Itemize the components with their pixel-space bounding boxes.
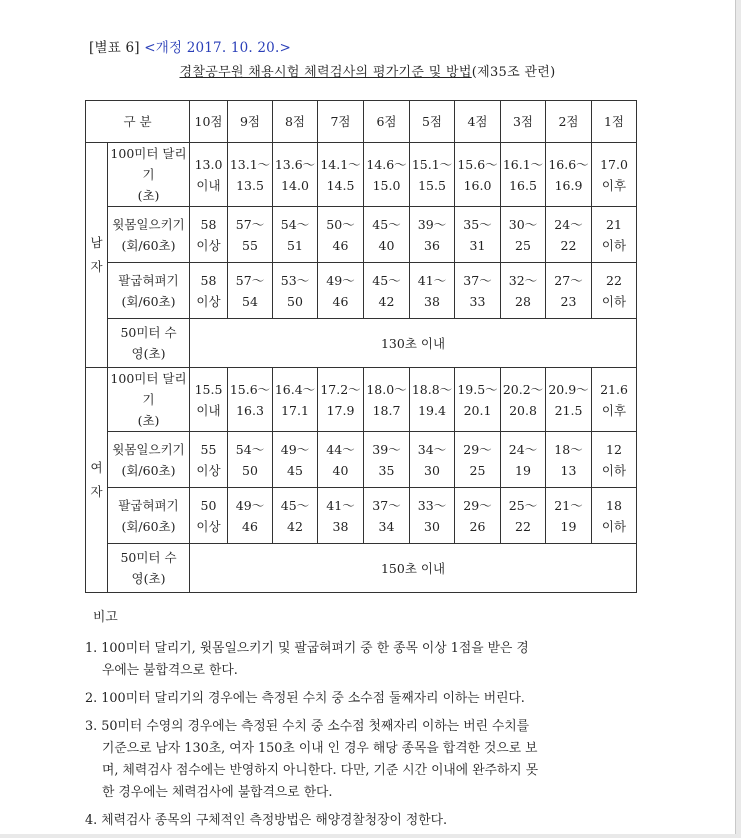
score-range-cell (228, 263, 273, 319)
score-range-cell (364, 488, 410, 544)
score-range-cell (501, 488, 546, 544)
score-range-line: 19 (515, 462, 531, 478)
event-name-cell (108, 319, 190, 368)
score-header: 6점 (364, 101, 410, 143)
score-range-line: 50 (242, 462, 258, 478)
score-header: 8점 (273, 101, 318, 143)
score-range-line: 31 (469, 237, 486, 253)
score-range-line: 54～ (280, 216, 310, 232)
score-range-line: 18 (606, 497, 622, 513)
score-range-line: 45～ (372, 272, 401, 288)
score-range-line: 16.5 (509, 177, 537, 193)
table-row (86, 143, 637, 207)
score-range-line: 55 (242, 237, 258, 253)
event-name-cell (108, 263, 190, 319)
score-range-line: 이상 (196, 518, 221, 534)
score-range-line: 25 (469, 462, 486, 478)
title-reference: (제35조 관련) (471, 65, 556, 80)
score-range-line: 57～ (235, 216, 265, 232)
score-range-line: 21.5 (554, 402, 583, 418)
score-range-line: 15.6～ (457, 156, 498, 172)
note-line: 며, 체력검사 점수에는 반영하지 아니한다. 다만, 기준 시간 이내에 완주하지 못 (102, 763, 539, 778)
score-range-line: 이상 (196, 237, 221, 253)
score-header: 5점 (410, 101, 455, 143)
score-range-line: 16.9 (554, 177, 583, 193)
score-range-cell (318, 368, 364, 432)
event-name-cell (108, 488, 190, 544)
score-range-line: 40 (378, 237, 395, 253)
score-range-line: 50 (287, 293, 303, 309)
score-range-line: 14.6～ (366, 156, 407, 172)
note-line: 3. 50미터 수영의 경우에는 측정된 수치 중 소수점 첫째자리 이하는 버린 수치를 (85, 719, 530, 734)
score-range-line: 17.2～ (320, 381, 361, 397)
revision-link[interactable]: <개정 2017. 10. 20.> (144, 40, 291, 56)
score-range-line: 이하 (601, 518, 627, 534)
swim-criterion: 150초 이내 (190, 544, 637, 593)
score-range-cell (190, 263, 228, 319)
score-range-line: 49～ (235, 497, 265, 513)
score-range-line: 17.0 (600, 156, 628, 172)
score-range-line: 13 (560, 462, 577, 478)
score-range-line: 13.6～ (274, 156, 316, 172)
score-range-cell (592, 263, 637, 319)
score-range-line: 54～ (235, 441, 265, 457)
score-range-line: 15.1～ (411, 156, 453, 172)
score-range-line: 15.0 (372, 177, 401, 193)
event-name-line: (회/60초) (121, 518, 176, 534)
score-range-line: 19.5～ (457, 381, 498, 397)
score-range-cell (190, 488, 228, 544)
event-name-line: 50미터 수 (120, 550, 177, 565)
score-range-line: 30 (424, 462, 440, 478)
score-range-line: 이하 (601, 462, 627, 478)
score-range-cell (410, 368, 455, 432)
score-range-line: 40 (332, 462, 349, 478)
score-range-line: 29～ (463, 497, 492, 513)
score-range-line: 20.9～ (548, 381, 589, 397)
event-name-line: 기 (142, 392, 155, 407)
table-row (86, 368, 637, 432)
score-range-line: 16.1～ (502, 156, 544, 172)
event-name-cell (108, 368, 190, 432)
score-range-cell (501, 432, 546, 488)
score-range-line: 58 (200, 272, 217, 288)
score-range-cell (546, 143, 592, 207)
score-range-cell (410, 488, 455, 544)
gender-label: 자 (90, 484, 103, 499)
score-range-cell (501, 263, 546, 319)
score-range-line: 21～ (554, 497, 583, 513)
score-range-line: 16.6～ (548, 156, 589, 172)
score-range-line: 53～ (280, 272, 310, 288)
score-range-line: 22 (560, 237, 577, 253)
gender-cell (86, 368, 108, 593)
score-range-cell (546, 263, 592, 319)
score-range-line: 이내 (196, 177, 221, 193)
score-range-cell (501, 207, 546, 263)
score-range-cell (410, 143, 455, 207)
score-range-line: 21.6 (600, 381, 628, 397)
score-range-cell (592, 368, 637, 432)
score-range-line: 42 (378, 293, 395, 309)
score-range-line: 17.9 (326, 402, 355, 418)
note-line: 한 경우에는 체력검사에 불합격으로 한다. (102, 785, 333, 800)
score-range-line: 18.8～ (411, 381, 453, 397)
event-name-cell (108, 143, 190, 207)
score-range-line: 20.2～ (502, 381, 544, 397)
event-name-line: (회/60초) (121, 293, 176, 309)
score-range-line: 25～ (508, 497, 538, 513)
score-header: 1점 (592, 101, 637, 143)
score-range-line: 19.4 (418, 402, 446, 418)
score-range-line: 18.0～ (366, 381, 407, 397)
score-range-line: 13.5 (236, 177, 264, 193)
note-item (85, 810, 640, 832)
score-header: 3점 (501, 101, 546, 143)
score-range-cell (501, 143, 546, 207)
score-header: 7점 (318, 101, 364, 143)
score-range-line: 51 (287, 237, 303, 253)
score-range-line: 16.4～ (274, 381, 316, 397)
score-range-line: 41～ (326, 497, 355, 513)
swim-criterion: 130초 이내 (190, 319, 637, 368)
score-range-line: 14.5 (326, 177, 355, 193)
score-range-line: 24～ (554, 216, 583, 232)
score-range-line: 33～ (417, 497, 447, 513)
score-header: 4점 (455, 101, 501, 143)
event-name-line: (초) (137, 413, 160, 428)
score-range-line: 15.6～ (229, 381, 271, 397)
fitness-criteria-table (85, 100, 637, 593)
annex-header (89, 36, 291, 56)
score-range-line: 45～ (372, 216, 401, 232)
score-range-line: 50～ (326, 216, 355, 232)
score-range-line: 20.8 (509, 402, 537, 418)
score-range-line: 21 (606, 216, 622, 232)
note-line: 4. 체력검사 종목의 구체적인 측정방법은 해양경찰청장이 정한다. (85, 813, 448, 828)
score-range-line: 이내 (196, 402, 221, 418)
score-range-cell (455, 368, 501, 432)
score-range-line: 30 (424, 518, 440, 534)
score-range-line: 37～ (463, 272, 492, 288)
event-name-line: 100미터 달리 (110, 371, 187, 386)
score-range-cell (455, 263, 501, 319)
corner-header: 구 분 (86, 101, 190, 143)
score-range-line: 46 (332, 293, 349, 309)
score-range-line: 12 (606, 441, 622, 457)
score-range-line: 46 (332, 237, 349, 253)
note-item (85, 638, 640, 682)
score-range-line: 32～ (508, 272, 538, 288)
score-range-line: 27～ (554, 272, 583, 288)
score-range-line: 13.1～ (229, 156, 271, 172)
score-range-cell (410, 207, 455, 263)
score-range-line: 35～ (463, 216, 492, 232)
score-range-cell (318, 207, 364, 263)
score-range-cell (546, 488, 592, 544)
note-line: 1. 100미터 달리기, 윗몸일으키기 및 팔굽혀펴기 중 한 종목 이상 1점을 받은 경 (85, 641, 529, 656)
event-name-line: 윗몸일으키기 (112, 441, 185, 457)
score-range-cell (318, 263, 364, 319)
score-range-line: 이상 (196, 293, 221, 309)
score-range-line: 33 (469, 293, 486, 309)
score-range-line: 44～ (326, 441, 355, 457)
event-name-line: 팔굽혀펴기 (118, 497, 179, 513)
score-range-cell (228, 207, 273, 263)
score-range-cell (592, 143, 637, 207)
score-range-cell (190, 207, 228, 263)
document-title (0, 61, 735, 80)
score-range-line: 28 (515, 293, 531, 309)
score-range-cell (228, 432, 273, 488)
note-line: 우에는 불합격으로 한다. (102, 663, 238, 678)
score-range-cell (501, 368, 546, 432)
table-row (86, 207, 637, 263)
gender-label: 남 (90, 235, 103, 250)
score-range-line: 39～ (417, 216, 447, 232)
table-row (86, 263, 637, 319)
score-range-cell (228, 488, 273, 544)
score-range-line: 29～ (463, 441, 492, 457)
score-range-cell (364, 432, 410, 488)
score-range-cell (273, 207, 318, 263)
score-range-cell (455, 432, 501, 488)
score-range-line: 49～ (280, 441, 310, 457)
score-range-cell (273, 263, 318, 319)
score-range-cell (273, 432, 318, 488)
event-name-line: 윗몸일으키기 (112, 216, 185, 232)
score-range-cell (318, 143, 364, 207)
score-range-line: 22 (515, 518, 531, 534)
note-item (85, 716, 640, 804)
score-range-cell (190, 143, 228, 207)
score-range-line: 38 (424, 293, 440, 309)
score-range-cell (455, 207, 501, 263)
gender-label: 자 (90, 259, 103, 274)
annex-label: [별표 6] (89, 40, 140, 56)
gender-label: 여 (90, 460, 103, 475)
score-header: 10점 (190, 101, 228, 143)
score-header: 9점 (228, 101, 273, 143)
score-range-line: 15.5 (194, 381, 223, 397)
score-range-line: 41～ (417, 272, 447, 288)
score-range-cell (364, 143, 410, 207)
score-range-line: 이후 (601, 402, 627, 418)
score-range-line: 이하 (601, 293, 627, 309)
event-name-line: 100미터 달리 (110, 146, 187, 161)
score-range-line: 49～ (326, 272, 355, 288)
score-range-line: 15.5 (418, 177, 446, 193)
score-range-line: 19 (560, 518, 577, 534)
event-name-cell (108, 432, 190, 488)
score-header: 2점 (546, 101, 592, 143)
event-name-line: 50미터 수 (120, 325, 177, 340)
swim-row (86, 319, 637, 368)
score-range-line: 16.3 (236, 402, 264, 418)
score-range-line: 35 (378, 462, 395, 478)
score-range-line: 18.7 (372, 402, 401, 418)
score-range-cell (318, 488, 364, 544)
score-range-line: 54 (242, 293, 258, 309)
score-range-cell (410, 432, 455, 488)
score-range-line: 58 (200, 216, 217, 232)
score-range-line: 14.1～ (320, 156, 361, 172)
score-range-cell (592, 207, 637, 263)
score-range-line: 50 (200, 497, 217, 513)
score-range-cell (273, 368, 318, 432)
event-name-line: 영(초) (131, 571, 166, 586)
score-range-line: 34 (378, 518, 395, 534)
score-range-cell (592, 432, 637, 488)
note-line: 2. 100미터 달리기의 경우에는 측정된 수치 중 소수점 둘째자리 이하는 버린다. (85, 691, 525, 706)
score-range-cell (410, 263, 455, 319)
event-name-line: 영(초) (131, 346, 166, 361)
score-range-cell (228, 143, 273, 207)
score-range-cell (546, 432, 592, 488)
score-range-line: 46 (242, 518, 258, 534)
score-range-line: 39～ (372, 441, 401, 457)
table-row (86, 432, 637, 488)
score-range-line: 이상 (196, 462, 221, 478)
score-range-line: 이후 (601, 177, 627, 193)
score-range-line: 14.0 (281, 177, 309, 193)
score-range-line: 22 (606, 272, 622, 288)
score-range-cell (546, 207, 592, 263)
score-range-line: 23 (560, 293, 577, 309)
notes-title: 비고 (93, 610, 118, 625)
score-range-cell (273, 143, 318, 207)
score-range-line: 20.1 (463, 402, 492, 418)
score-range-line: 13.0 (194, 156, 223, 172)
event-name-cell (108, 544, 190, 593)
score-range-cell (455, 143, 501, 207)
score-range-line: 16.0 (463, 177, 492, 193)
table-header-row (86, 101, 637, 143)
score-range-line: 17.1 (281, 402, 309, 418)
score-range-line: 42 (287, 518, 303, 534)
score-range-cell (190, 368, 228, 432)
score-range-line: 26 (469, 518, 486, 534)
score-range-line: 이하 (601, 237, 627, 253)
score-range-line: 45～ (280, 497, 310, 513)
score-range-line: 57～ (235, 272, 265, 288)
note-line: 기준으로 남자 130초, 여자 150초 이내 인 경우 해당 종목을 합격한 것으로 보 (102, 741, 538, 756)
score-range-line: 45 (287, 462, 303, 478)
score-range-line: 37～ (372, 497, 401, 513)
score-range-cell (364, 263, 410, 319)
event-name-line: 팔굽혀펴기 (118, 272, 179, 288)
score-range-line: 30～ (508, 216, 538, 232)
score-range-cell (364, 368, 410, 432)
score-range-cell (190, 432, 228, 488)
notes-section (85, 606, 640, 838)
score-range-line: 25 (515, 237, 531, 253)
event-name-line: (회/60초) (121, 462, 176, 478)
score-range-line: 34～ (417, 441, 447, 457)
score-range-cell (592, 488, 637, 544)
score-range-line: 36 (424, 237, 440, 253)
swim-row (86, 544, 637, 593)
notes-list (85, 638, 640, 832)
score-range-line: 55 (200, 441, 217, 457)
score-range-cell (546, 368, 592, 432)
table-row (86, 488, 637, 544)
score-range-line: 18～ (554, 441, 583, 457)
event-name-cell (108, 207, 190, 263)
event-name-line: 기 (142, 167, 155, 182)
score-range-line: 24～ (508, 441, 538, 457)
title-main: 경찰공무원 채용시험 체력검사의 평가기준 및 방법 (179, 65, 472, 80)
score-range-line: 38 (332, 518, 349, 534)
score-range-cell (455, 488, 501, 544)
event-name-line: (초) (137, 188, 160, 203)
score-range-cell (228, 368, 273, 432)
event-name-line: (회/60초) (121, 237, 176, 253)
score-range-cell (318, 432, 364, 488)
note-item (85, 688, 640, 710)
score-range-cell (273, 488, 318, 544)
gender-cell (86, 143, 108, 368)
score-range-cell (364, 207, 410, 263)
